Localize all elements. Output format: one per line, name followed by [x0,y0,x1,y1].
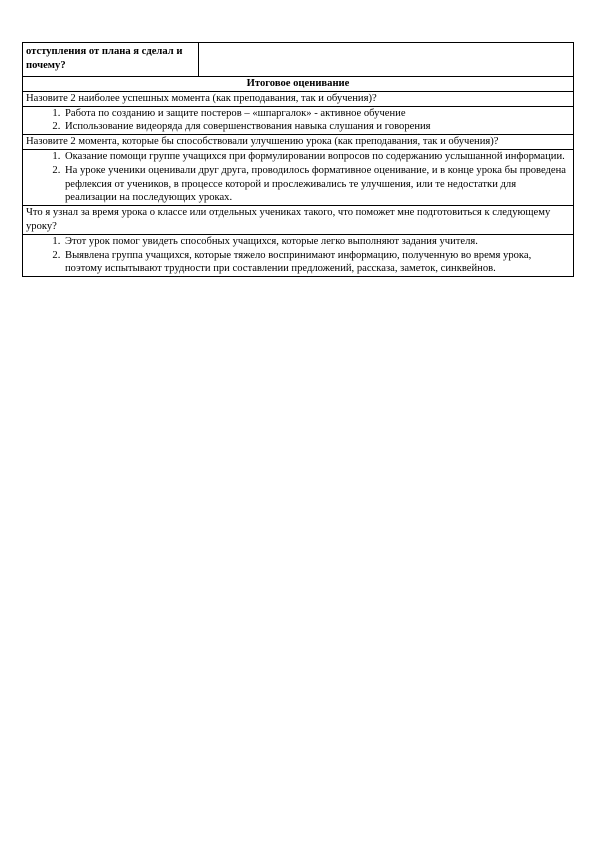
section-title: Итоговое оценивание [23,77,574,92]
table-row [23,91,574,106]
table-row [23,234,574,276]
table-row [23,77,574,92]
list-item: 2. Использование видеоряда для совершенствования навыка слушания и говорения [63,120,570,134]
deviation-answer-cell [199,43,574,77]
table-row [23,149,574,205]
table-row [23,43,574,77]
table-row [23,206,574,235]
question-3: Что я узнал за время урока о классе или отдельных учениках такого, что поможет мне подготовиться к следующему уроку? [23,206,574,235]
question-2: Назовите 2 момента, которые бы способствовали улучшению урока (как преподавания, так и обучения)? [23,135,574,150]
list-item: 1. Этот урок помог увидеть способных учащихся, которые легко выполняют задания учителя. [63,235,570,249]
question-1: Назовите 2 наиболее успешных момента (как преподавания, так и обучения)? [23,91,574,106]
answers-1-list [26,107,570,135]
list-item: 2. Выявлена группа учащихся, которые тяжело воспринимают информацию, полученную во время урока, поэтому испытывают трудности при составлении предложений, рассказа, заметок, синквейнов. [63,249,570,277]
answers-2-list [26,150,570,205]
reflection-table [22,42,574,277]
list-item: 2. На уроке ученики оценивали друг друга, проводилось формативное оценивание, и в конце урока бы проведена рефлексия от учеников, в процессе которой и прослеживались те улучшения, или те недостатки для реализации на последующих уроках. [63,164,570,205]
list-item: 1. Работа по созданию и защите постеров – «шпаргалок» - активное обучение [63,107,570,121]
answers-1-cell [23,106,574,135]
deviation-question-cell: отступления от плана я сделал и почему? [23,43,199,77]
table-row [23,135,574,150]
answers-2-cell [23,149,574,205]
answers-3-cell [23,234,574,276]
table-row [23,106,574,135]
list-item: 1. Оказание помощи группе учащихся при формулировании вопросов по содержанию услышанной информации. [63,150,570,164]
answers-3-list [26,235,570,276]
